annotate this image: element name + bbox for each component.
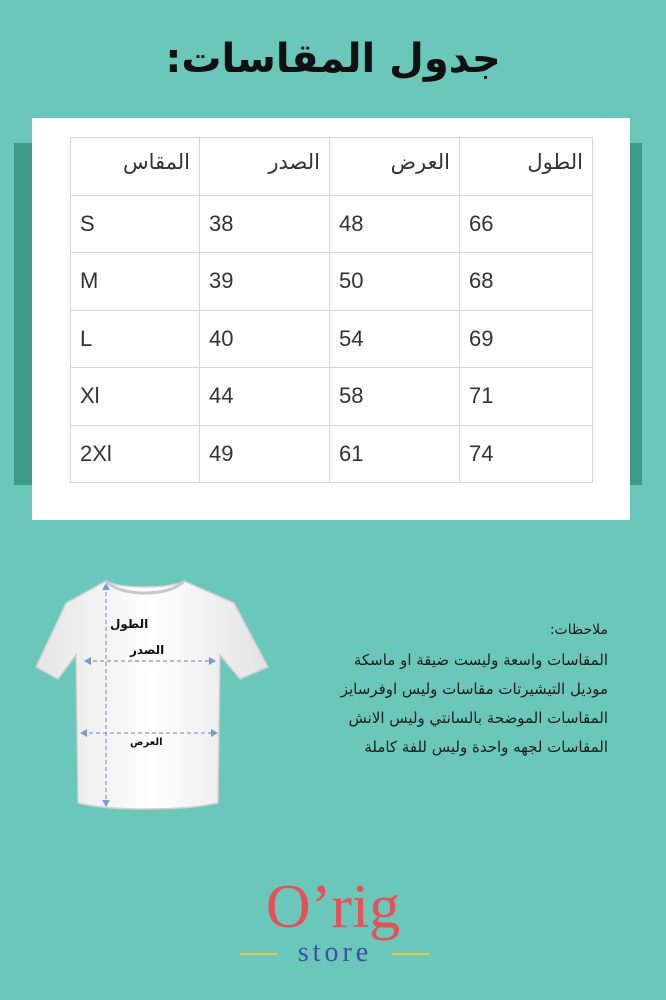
logo-sub-wrap (240, 938, 430, 968)
table-row (71, 425, 593, 483)
tshirt-icon (34, 575, 270, 811)
cell-size: Xl (71, 368, 200, 426)
note-line: المقاسات واسعة وليست ضيقة او ماسكة (353, 651, 608, 669)
shirt-chest-label: الصدر (130, 643, 165, 657)
table-row (71, 368, 593, 426)
cell-length: 71 (460, 368, 593, 426)
table-row (71, 195, 593, 253)
note-line: المقاسات الموضحة بالسانتي وليس الانش (348, 709, 608, 727)
cell-chest: 40 (200, 310, 330, 368)
size-chart-card (32, 118, 630, 520)
cell-size: M (71, 253, 200, 311)
logo-text: O’rig (265, 873, 401, 941)
logo-subtext: store (297, 937, 373, 968)
header-length: الطول (460, 138, 593, 196)
cell-length: 69 (460, 310, 593, 368)
cell-width: 61 (330, 425, 460, 483)
cell-length: 74 (460, 425, 593, 483)
cell-length: 68 (460, 253, 593, 311)
logo-right-line (392, 953, 430, 955)
cell-size: L (71, 310, 200, 368)
header-width: العرض (330, 138, 460, 196)
cell-chest: 38 (200, 195, 330, 253)
brand-logo (0, 872, 666, 972)
shirt-length-label: الطول (110, 617, 149, 631)
header-size: المقاس (71, 138, 200, 196)
cell-width: 50 (330, 253, 460, 311)
cell-chest: 49 (200, 425, 330, 483)
cell-width: 54 (330, 310, 460, 368)
cell-size: 2Xl (71, 425, 200, 483)
cell-chest: 39 (200, 253, 330, 311)
cell-length: 66 (460, 195, 593, 253)
shirt-width-label: العرض (130, 737, 163, 748)
cell-width: 58 (330, 368, 460, 426)
note-line: المقاسات لجهه واحدة وليس للفة كاملة (364, 738, 608, 756)
header-chest: الصدر (200, 138, 330, 196)
table-row (71, 253, 593, 311)
cell-size: S (71, 195, 200, 253)
tshirt-diagram (34, 575, 270, 811)
cell-width: 48 (330, 195, 460, 253)
page-title: جدول المقاسات: (165, 36, 501, 82)
size-table (70, 137, 593, 483)
table-row (71, 310, 593, 368)
notes-title: ملاحظات: (549, 622, 608, 638)
cell-chest: 44 (200, 368, 330, 426)
table-header-row (71, 138, 593, 196)
note-line: موديل التيشيرتات مقاسات وليس اوفرسايز (340, 680, 608, 698)
notes-section (268, 622, 608, 762)
